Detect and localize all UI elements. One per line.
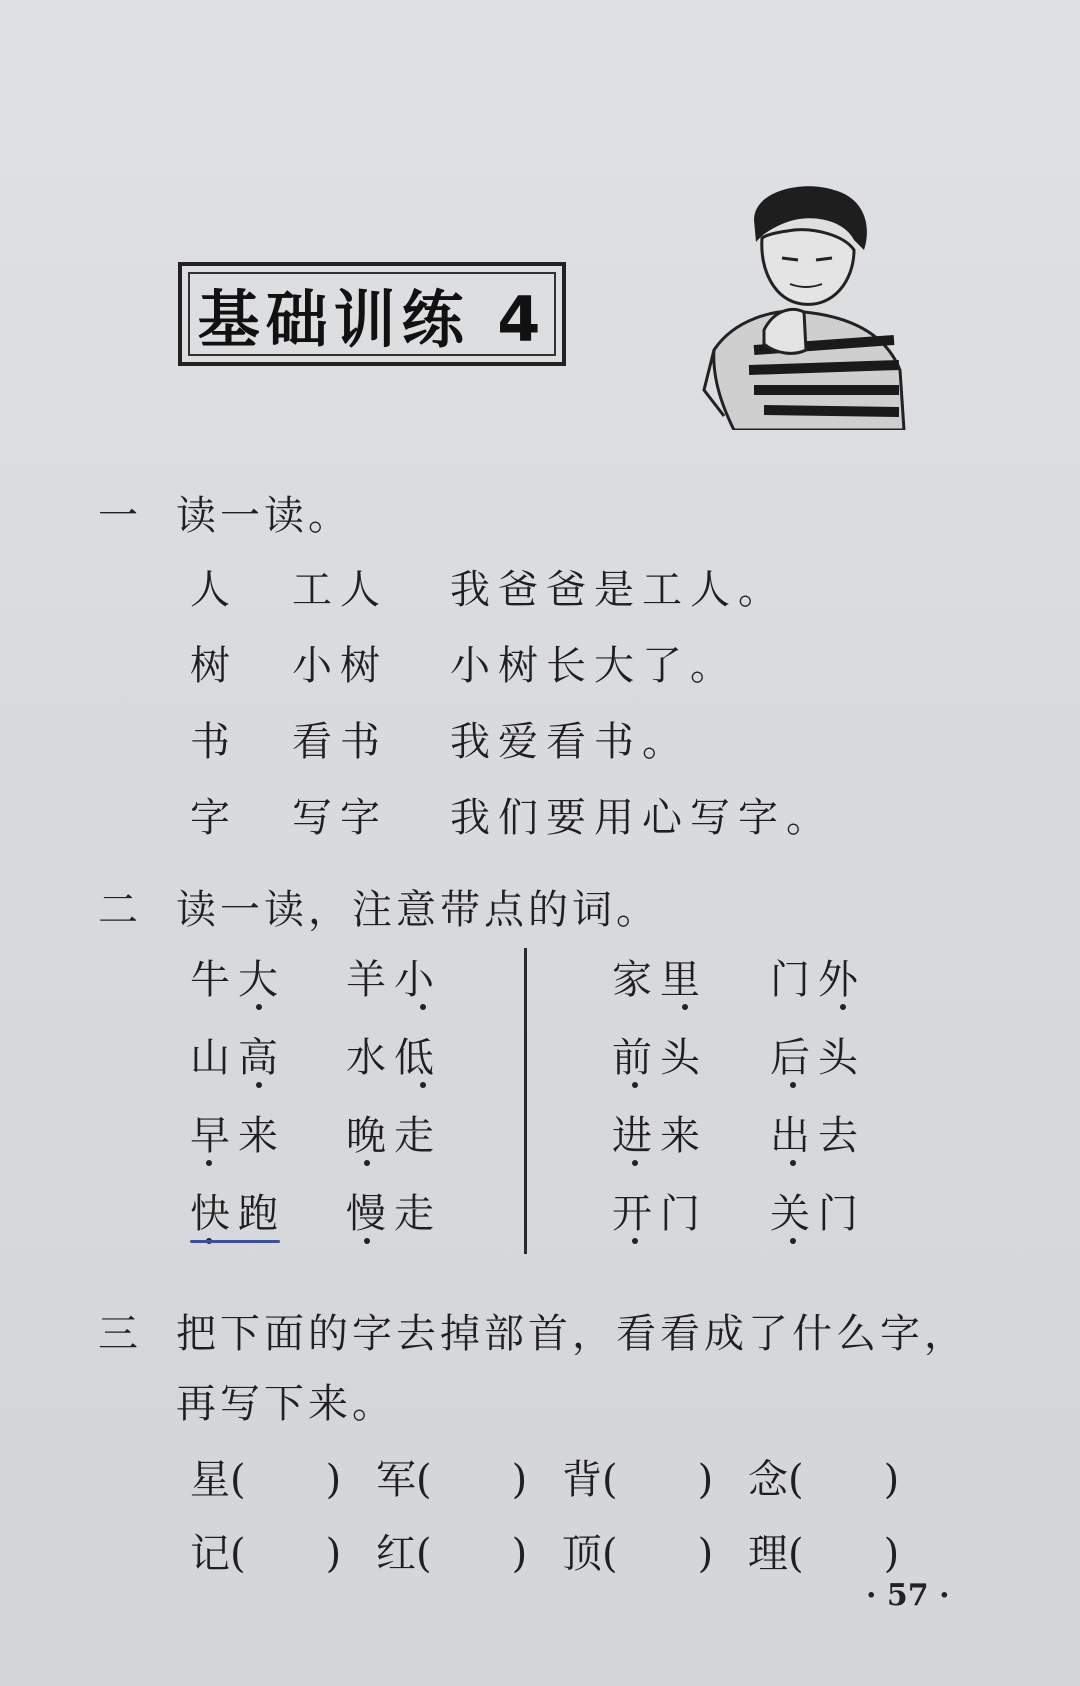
fill-in-blank[interactable]: 背( ) (562, 1457, 714, 1503)
dotted-word: 出去 (770, 1113, 866, 1159)
emphasis-dot (256, 1082, 262, 1088)
section-1-sentence: 我们要用心写字。 (450, 795, 834, 841)
emphasis-dot (682, 1004, 688, 1010)
section-1-char: 树 (190, 643, 238, 689)
emphasis-dot (206, 1160, 212, 1166)
emphasis-dot (420, 1004, 426, 1010)
section-1-word: 写字 (292, 795, 388, 841)
title-box (178, 262, 566, 366)
section-3-instruction-line-1: 把下面的字去掉部首，看看成了什么字， (176, 1311, 968, 1357)
fill-in-blank[interactable]: 星( ) (190, 1457, 342, 1503)
dotted-word: 门外 (770, 957, 866, 1003)
section-1-sentence: 我爸爸是工人。 (450, 567, 786, 613)
section-1-instruction: 读一读。 (176, 493, 352, 539)
dotted-word: 关门 (770, 1191, 866, 1237)
section-1-char: 字 (190, 795, 238, 841)
dotted-word: 进来 (612, 1113, 708, 1159)
section-1-word: 工人 (292, 567, 388, 613)
emphasis-dot (632, 1238, 638, 1244)
fill-in-blank[interactable]: 军( ) (376, 1457, 528, 1503)
dotted-word: 水低 (346, 1035, 442, 1081)
fill-in-blank[interactable]: 念( ) (748, 1457, 900, 1503)
emphasis-dot (364, 1238, 370, 1244)
section-1-number: 一 (98, 493, 138, 539)
page-title: 基础训练 4 (197, 282, 547, 356)
section-1-char: 书 (190, 719, 238, 765)
section-1-char: 人 (190, 567, 238, 613)
pen-underline-mark (190, 1240, 280, 1243)
dotted-word: 山高 (190, 1035, 286, 1081)
emphasis-dot (840, 1004, 846, 1010)
emphasis-dot (256, 1004, 262, 1010)
section-2-number: 二 (98, 887, 138, 933)
dotted-word: 牛大 (190, 957, 286, 1003)
dotted-word: 早来 (190, 1113, 286, 1159)
section-1-word: 看书 (292, 719, 388, 765)
emphasis-dot (790, 1082, 796, 1088)
page-number: · 57 · (866, 1578, 950, 1613)
dotted-word: 开门 (612, 1191, 708, 1237)
section-1-sentence: 我爱看书。 (450, 719, 690, 765)
emphasis-dot (790, 1160, 796, 1166)
emphasis-dot (632, 1160, 638, 1166)
section-2-instruction: 读一读，注意带点的词。 (176, 887, 660, 933)
emphasis-dot (420, 1082, 426, 1088)
fill-in-blank[interactable]: 理( ) (748, 1531, 900, 1577)
fill-in-blank[interactable]: 记( ) (190, 1531, 342, 1577)
section-3-number: 三 (98, 1311, 138, 1357)
dotted-word: 家里 (612, 957, 708, 1003)
emphasis-dot (364, 1160, 370, 1166)
dotted-word: 前头 (612, 1035, 708, 1081)
dotted-word: 晚走 (346, 1113, 442, 1159)
column-divider (524, 948, 527, 1254)
boy-illustration (694, 180, 914, 430)
section-1-sentence: 小树长大了。 (450, 643, 738, 689)
emphasis-dot (790, 1238, 796, 1244)
dotted-word: 后头 (770, 1035, 866, 1081)
fill-in-blank[interactable]: 顶( ) (562, 1531, 714, 1577)
section-3-instruction-line-2: 再写下来。 (176, 1381, 396, 1427)
section-1-word: 小树 (292, 643, 388, 689)
dotted-word: 羊小 (346, 957, 442, 1003)
dotted-word: 快跑 (190, 1191, 286, 1237)
dotted-word: 慢走 (346, 1191, 442, 1237)
fill-in-blank[interactable]: 红( ) (376, 1531, 528, 1577)
fill-in-row-2 (190, 1522, 934, 1579)
fill-in-row-1 (190, 1448, 934, 1505)
emphasis-dot (632, 1082, 638, 1088)
